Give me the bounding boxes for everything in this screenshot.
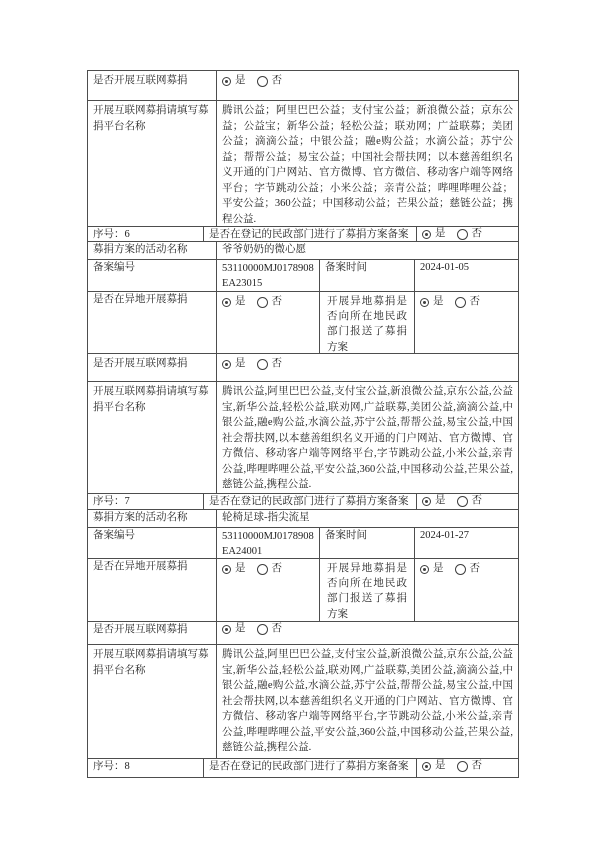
label-internet-fundraising: 是否开展互联网募捐 [93, 75, 188, 86]
radio-yes-label: 是 [235, 75, 246, 86]
offsite-report-answer-cell-7 [414, 559, 518, 621]
radio-no-label: 否 [471, 495, 482, 506]
radio-yes[interactable] [222, 298, 231, 307]
radio-no[interactable] [257, 624, 268, 635]
radio-no[interactable] [257, 564, 268, 575]
label-platform-names: 开展互联网募捐请填写募捐平台名称 [93, 386, 209, 413]
radio-group-offsite-7 [222, 563, 282, 575]
radio-yes[interactable] [422, 762, 431, 771]
radio-yes-label: 是 [435, 760, 446, 771]
filing-number-value-6: 53110000MJ0178908EA23015 [216, 260, 319, 291]
label-offsite-fundraising: 是否在异地开展募捐 [93, 561, 188, 572]
offsite-answer-cell-6 [216, 292, 319, 353]
internet-answer-cell-6 [216, 354, 518, 381]
row-record-8-header [88, 759, 518, 777]
radio-no-label: 否 [271, 358, 282, 369]
radio-yes[interactable] [420, 565, 429, 574]
radio-no-label: 否 [469, 563, 480, 574]
row-platform-names-6 [88, 382, 518, 494]
platform-names-value-6: 腾讯公益,阿里巴巴公益,支付宝公益,新浪微公益,京东公益,公益宝,新华公益,轻松公益,联劝网,广益联募,美团公益,滴滴公益,中银公益,融e购公益,水滴公益,苏宁公益,帮帮公益,易宝公益,中国社会帮扶网,以本慈善组织名义开通的门户网站、官方微博、官方微信、移动客户端等网络平台,字节跳动公益,小米公益,亲青公益,哔哩哔哩公益,平安公益,360公益,中国移动公益,芒果公益,慈链公益,携程公益. [216, 382, 518, 493]
row-internet-fundraising-7 [88, 622, 518, 645]
row-offsite-7 [88, 559, 518, 622]
offsite-answer-cell-7 [216, 559, 319, 621]
radio-yes-label: 是 [235, 358, 246, 369]
radio-no-label: 否 [271, 75, 282, 86]
radio-yes-label: 是 [235, 563, 246, 574]
radio-yes[interactable] [422, 230, 431, 239]
row-filing-info-6 [88, 260, 518, 292]
radio-yes-label: 是 [235, 296, 246, 307]
radio-group-offsite-6 [222, 296, 282, 308]
row-platform-names-top [88, 101, 518, 227]
radio-group-internet-top [222, 75, 282, 87]
filing-date-value-7: 2024-01-27 [414, 528, 518, 558]
radio-yes[interactable] [420, 298, 429, 307]
internet-answer-cell-top [216, 71, 518, 100]
seq-prefix: 序号： [93, 761, 125, 772]
filing-confirm-answer-6 [416, 227, 518, 241]
activity-name-value-7: 轮椅足球-指尖流星 [216, 510, 518, 527]
radio-yes[interactable] [222, 565, 231, 574]
label-internet-fundraising: 是否开展互联网募捐 [93, 624, 188, 635]
label-filing-date: 备案时间 [319, 528, 414, 558]
label-filing-number: 备案编号 [93, 530, 135, 541]
label-platform-names: 开展互联网募捐请填写募捐平台名称 [93, 649, 209, 676]
radio-group-internet-7 [222, 623, 282, 635]
radio-yes[interactable] [222, 77, 231, 86]
row-record-6-header [88, 227, 518, 242]
internet-answer-cell-7 [216, 622, 518, 644]
label-platform-names: 开展互联网募捐请填写募捐平台名称 [93, 105, 209, 132]
row-internet-fundraising-6 [88, 354, 518, 382]
radio-group-filing-6 [422, 228, 482, 240]
radio-no-label: 否 [271, 296, 282, 307]
radio-no-label: 否 [469, 296, 480, 307]
radio-yes[interactable] [222, 360, 231, 369]
label-filing-confirm: 是否在登记的民政部门进行了募捐方案备案 [203, 494, 416, 509]
radio-group-internet-6 [222, 358, 282, 370]
label-filing-confirm: 是否在登记的民政部门进行了募捐方案备案 [203, 227, 416, 241]
filing-date-value-6: 2024-01-05 [414, 260, 518, 291]
radio-no[interactable] [257, 297, 268, 308]
radio-group-filing-8 [422, 760, 482, 772]
row-activity-name-7 [88, 510, 518, 528]
radio-yes-label: 是 [235, 623, 246, 634]
row-filing-info-7 [88, 528, 518, 559]
radio-no[interactable] [457, 496, 468, 507]
row-platform-names-7 [88, 645, 518, 759]
radio-group-filing-7 [422, 495, 482, 507]
platform-names-value-top: 腾讯公益；阿里巴巴公益；支付宝公益；新浪微公益；京东公益；公益宝；新华公益；轻松公益；联劝网；广益联募；美团公益；滴滴公益；中银公益；融e购公益；水滴公益；苏宁公益；帮帮公益；易宝公益；中国社会帮扶网；以本慈善组织名义开通的门户网站、官方微博、官方微信、移动客户端等网络平台；字节跳动公益；小米公益；亲青公益；哔哩哔哩公益；平安公益；360公益；中国移动公益；芒果公益；慈链公益；携程公益. [216, 101, 518, 226]
label-offsite-report: 开展异地募捐是否向所在地民政部门报送了募捐方案 [319, 559, 414, 621]
seq-value: 6 [124, 229, 130, 240]
radio-yes-label: 是 [433, 563, 444, 574]
seq-value: 8 [124, 761, 130, 772]
label-offsite-fundraising: 是否在异地开展募捐 [93, 294, 188, 305]
row-record-7-header [88, 494, 518, 510]
label-filing-date: 备案时间 [319, 260, 414, 291]
radio-yes[interactable] [222, 625, 231, 634]
row-internet-fundraising-top [88, 71, 518, 101]
label-activity-name: 募捐方案的活动名称 [93, 244, 188, 255]
fundraising-plan-table [87, 70, 519, 778]
radio-no[interactable] [257, 359, 268, 370]
radio-group-offsite-report-7 [420, 563, 480, 575]
seq-prefix: 序号： [93, 496, 125, 507]
filing-number-value-7: 53110000MJ0178908EA24001 [216, 528, 319, 558]
filing-confirm-answer-8 [416, 759, 518, 777]
radio-no[interactable] [455, 564, 466, 575]
record-6-seq [88, 227, 203, 241]
row-activity-name-6 [88, 242, 518, 260]
radio-group-offsite-report-6 [420, 296, 480, 308]
radio-yes-label: 是 [433, 296, 444, 307]
record-7-seq [88, 494, 203, 509]
radio-yes-label: 是 [435, 495, 446, 506]
radio-no[interactable] [457, 229, 468, 240]
radio-no-label: 否 [271, 563, 282, 574]
seq-prefix: 序号： [93, 229, 125, 240]
label-internet-fundraising: 是否开展互联网募捐 [93, 358, 188, 369]
radio-no-label: 否 [471, 228, 482, 239]
radio-yes-label: 是 [435, 228, 446, 239]
row-offsite-6 [88, 292, 518, 354]
activity-name-value-6: 爷爷奶奶的微心愿 [216, 242, 518, 259]
radio-no-label: 否 [271, 623, 282, 634]
filing-confirm-answer-7 [416, 494, 518, 509]
radio-yes[interactable] [422, 497, 431, 506]
label-filing-number: 备案编号 [93, 262, 135, 273]
label-filing-confirm: 是否在登记的民政部门进行了募捐方案备案 [203, 759, 416, 777]
offsite-report-answer-cell-6 [414, 292, 518, 353]
record-8-seq [88, 759, 203, 777]
radio-no[interactable] [455, 297, 466, 308]
label-offsite-report: 开展异地募捐是否向所在地民政部门报送了募捐方案 [319, 292, 414, 353]
radio-no[interactable] [257, 76, 268, 87]
label-activity-name: 募捐方案的活动名称 [93, 512, 188, 523]
seq-value: 7 [124, 496, 130, 507]
platform-names-value-7: 腾讯公益,阿里巴巴公益,支付宝公益,新浪微公益,京东公益,公益宝,新华公益,轻松公益,联劝网,广益联募,美团公益,滴滴公益,中银公益,融e购公益,水滴公益,苏宁公益,帮帮公益,易宝公益,中国社会帮扶网,以本慈善组织名义开通的门户网站、官方微博、官方微信、移动客户端等网络平台,字节跳动公益,小米公益,亲青公益,哔哩哔哩公益,平安公益,360公益,中国移动公益,芒果公益,慈链公益,携程公益. [216, 645, 518, 758]
radio-no[interactable] [457, 761, 468, 772]
radio-no-label: 否 [471, 760, 482, 771]
